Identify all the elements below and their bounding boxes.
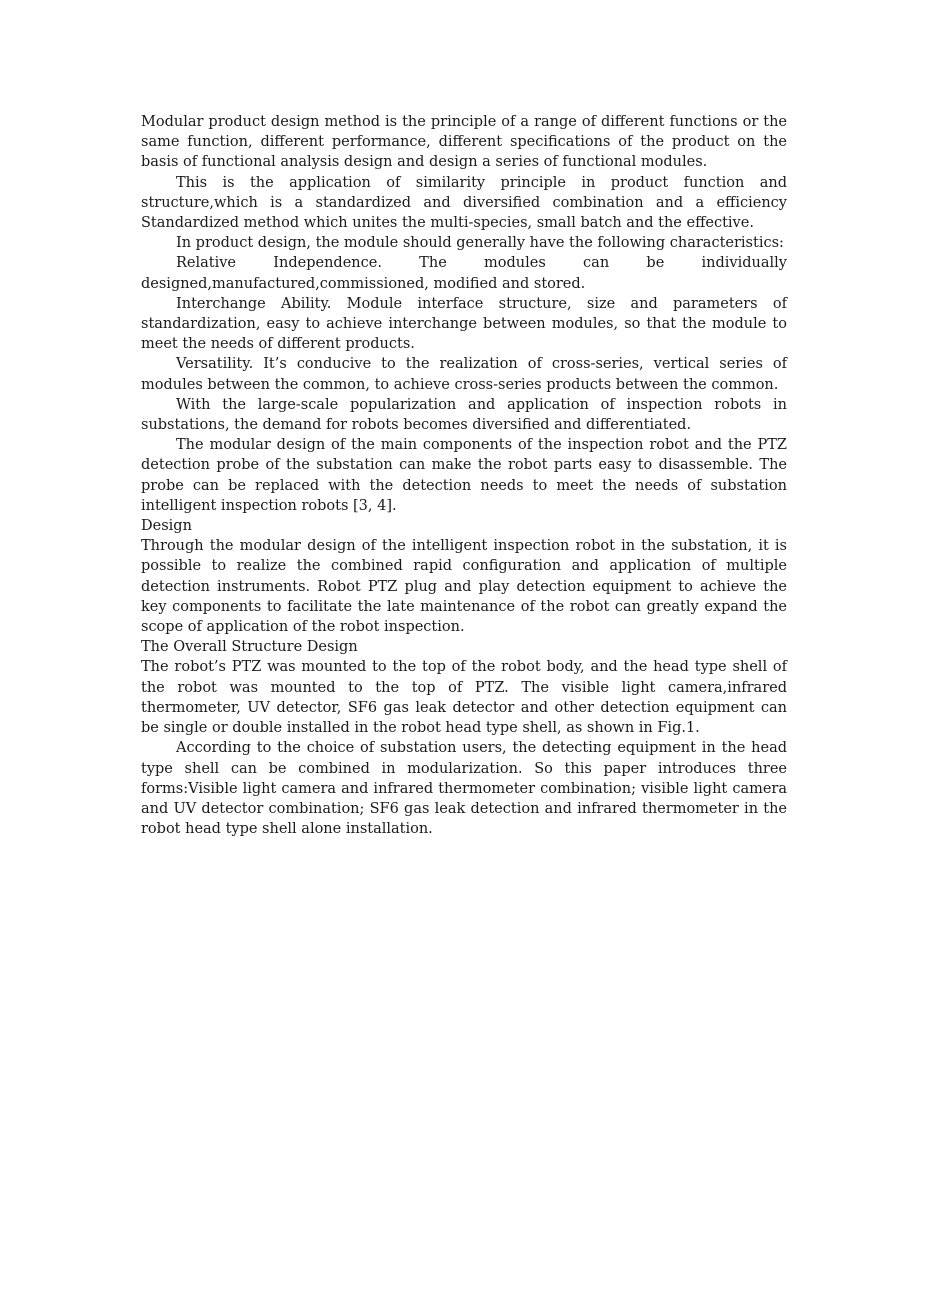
intro-paragraph-1: Modular product design method is the principle of a range of different functions or the same function, different performance, different specifications of the product on the basis of functional analysis design and design a series of functional modules.: [141, 114, 787, 171]
intro-paragraph-2: This is the application of similarity principle in product function and structure,which is a standardized and diversified combination and a efficiency Standardized method which unites the multi-species, small batch and the effective.: [141, 174, 787, 232]
characteristic-independence: Relative Independence. The modules can be individually designed,manufactured,commissioned, modified and stored.: [141, 255, 787, 292]
overall-paragraph-2: According to the choice of substation users, the detecting equipment in the head type shell can be combined in modularization. So this paper introduces three forms:Visible light camera and infrared thermometer combination; visible light camera and UV detector combination; SF6 gas leak detection and infrared thermometer in the robot head type shell alone installation.: [141, 740, 787, 838]
section-heading-design: Design: [141, 518, 192, 535]
intro-paragraph-3: In product design, the module should generally have the following characteristics:: [176, 235, 784, 252]
intro-paragraph-7: With the large-scale popularization and application of inspection robots in substations, the demand for robots becomes diversified and differentiated.: [141, 396, 787, 434]
overall-paragraph-1: The robot’s PTZ was mounted to the top of the robot body, and the head type shell of the robot was mounted to the top of PTZ. The visible light camera,infrared thermometer, UV detector, SF6 gas leak detector and other detection equipment can be single or double installed in the robot head type shell, as shown in Fig.1.: [141, 659, 787, 737]
characteristic-versatility: Versatility. It’s conducive to the realization of cross-series, vertical series of modules between the common, to achieve cross-series products between the common.: [141, 356, 787, 393]
characteristic-interchange: Interchange Ability. Module interface structure, size and parameters of standardization, easy to achieve interchange between modules, so that the module to meet the needs of different products.: [141, 295, 787, 353]
intro-paragraph-8: The modular design of the main components of the inspection robot and the PTZ detection probe of the substation can make the robot parts easy to disassemble. The probe can be replaced with the detection needs to meet the needs of substation intelligent inspection robots [3, 4].: [141, 437, 787, 514]
design-paragraph: Through the modular design of the intelligent inspection robot in the substation, it is possible to realize the combined rapid configuration and application of multiple detection instruments. Robot PTZ plug and play detection equipment to achieve the key components to facilitate the late maintenance of the robot can greatly expand the scope of application of the robot inspection.: [141, 538, 787, 636]
document-page: [141, 112, 787, 839]
section-heading-overall-structure: The Overall Structure Design: [141, 639, 358, 656]
